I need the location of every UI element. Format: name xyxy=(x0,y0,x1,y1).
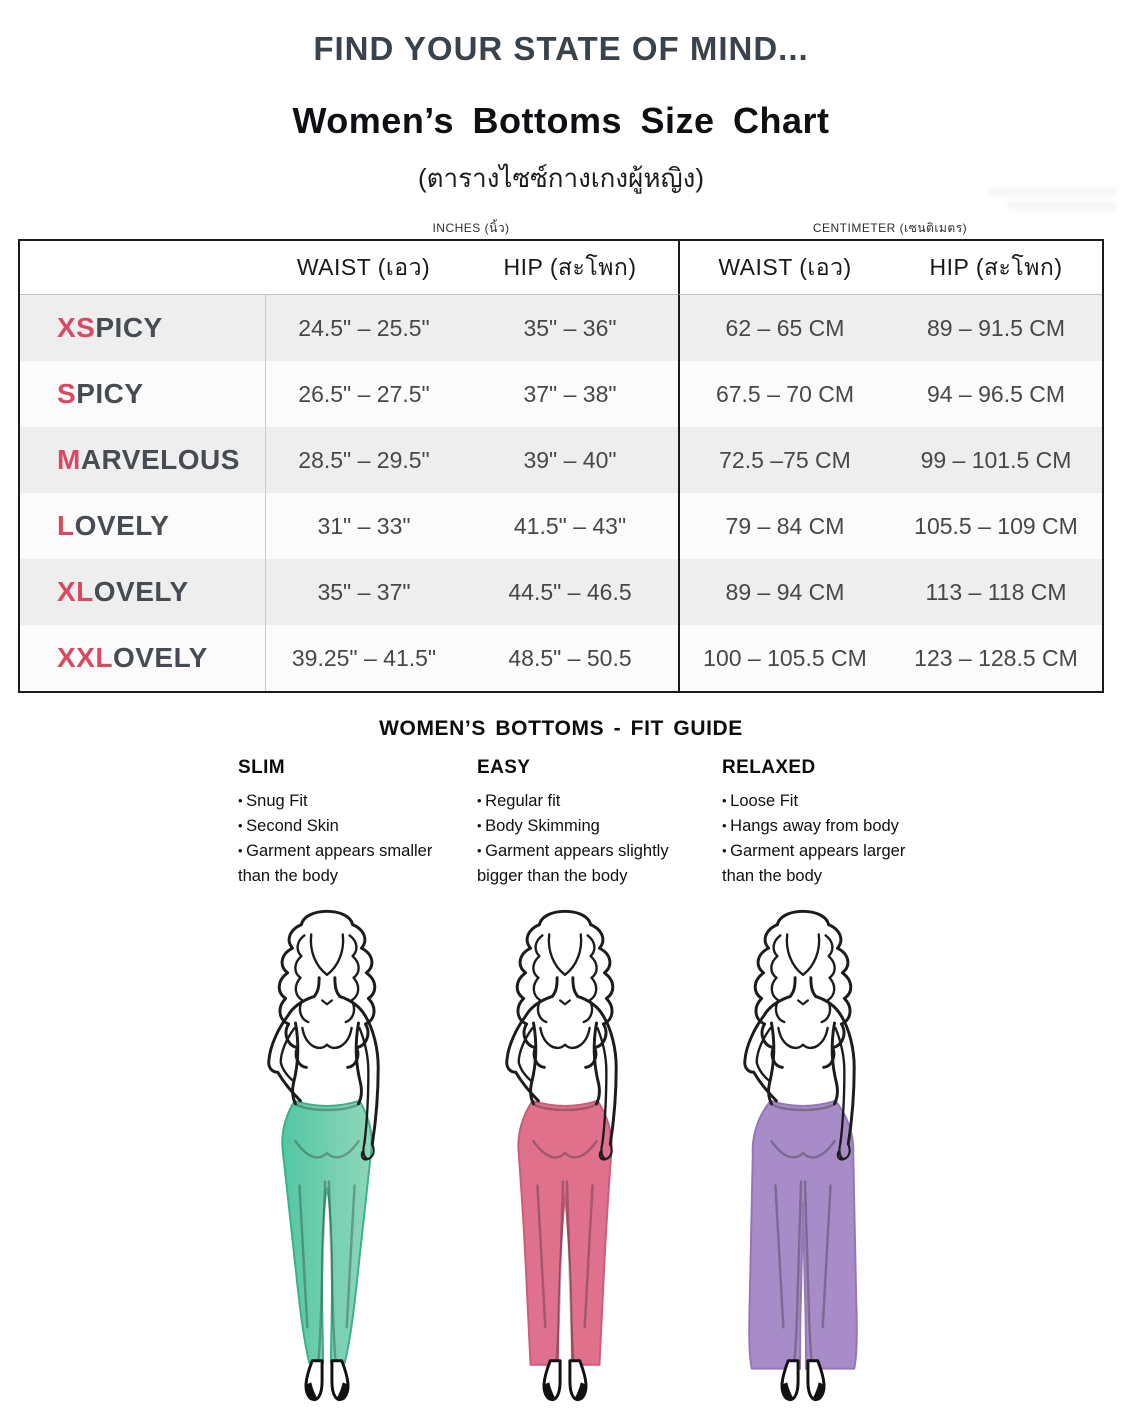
fit-guide-columns xyxy=(238,757,1122,888)
fit-column-slim xyxy=(238,757,477,888)
page-title: FIND YOUR STATE OF MIND... xyxy=(313,30,809,67)
hip-cm-value: 94 – 96.5 CM xyxy=(926,380,1066,407)
header-hip-inches: HIP (สะโพก) xyxy=(462,241,678,295)
table-row xyxy=(20,493,1102,559)
hip-cm-value: 99 – 101.5 CM xyxy=(920,446,1072,473)
feet xyxy=(306,1361,348,1400)
fit-figure-slim xyxy=(232,898,422,1410)
size-name: XL OVELY xyxy=(57,576,189,607)
hip-inches-value: 35" – 36" xyxy=(523,314,617,341)
hip-cm-value: 123 – 128.5 CM xyxy=(914,644,1078,671)
fit-item: • Loose Fit xyxy=(722,789,947,814)
table-header-row xyxy=(20,241,1102,295)
fit-figure-easy xyxy=(470,898,660,1410)
fit-heading: EASY xyxy=(477,757,531,778)
table-row xyxy=(20,295,1102,361)
waist-cm-value: 100 – 105.5 CM xyxy=(678,625,890,691)
fit-figure-relaxed xyxy=(708,898,898,1410)
hip-cm-value: 89 – 91.5 CM xyxy=(926,314,1066,341)
header-hip-cm: HIP (สะโพก) xyxy=(890,241,1102,295)
page-subtitle: Women’s Bottoms Size Chart xyxy=(292,100,830,141)
fit-item: • Garment appears smaller than the body xyxy=(238,839,477,888)
hip-cm-value: 105.5 – 109 CM xyxy=(914,512,1078,539)
hip-inches-value: 41.5" – 43" xyxy=(513,512,627,539)
waist-cm-value: 89 – 94 CM xyxy=(678,559,890,625)
header xyxy=(0,0,1122,199)
fit-item: • Hangs away from body xyxy=(722,814,947,839)
feet xyxy=(782,1361,824,1400)
header-waist-inches: WAIST (เอว) xyxy=(265,241,462,295)
pants-shape-easy xyxy=(518,1101,611,1365)
size-name: S PICY xyxy=(57,378,144,409)
size-name: XS PICY xyxy=(57,312,163,343)
fit-column-relaxed xyxy=(722,757,947,888)
fit-item: • Body Skimming xyxy=(477,814,722,839)
fit-item: • Garment appears larger than the body xyxy=(722,839,947,888)
hip-inches-value: 44.5" – 46.5 xyxy=(508,578,632,605)
waist-inches-value: 31" – 33" xyxy=(265,493,462,559)
size-name: L OVELY xyxy=(57,510,170,541)
faint-watermark xyxy=(988,182,1116,222)
page-subtitle-thai: (ตารางไซซ์กางเกงผู้หญิง) xyxy=(417,163,704,193)
waist-cm-value: 72.5 –75 CM xyxy=(678,427,890,493)
size-name: M ARVELOUS xyxy=(57,444,240,475)
waist-inches-value: 39.25" – 41.5" xyxy=(265,625,462,691)
feet xyxy=(544,1361,586,1400)
size-table xyxy=(18,239,1104,693)
table-row xyxy=(20,559,1102,625)
fit-heading: SLIM xyxy=(238,757,285,778)
fit-figures xyxy=(232,898,1122,1410)
fit-item: • Second Skin xyxy=(238,814,477,839)
waist-inches-value: 28.5" – 29.5" xyxy=(265,427,462,493)
waist-cm-value: 62 – 65 CM xyxy=(678,295,890,361)
hip-inches-value: 48.5" – 50.5 xyxy=(508,644,632,671)
hip-inches-value: 37" – 38" xyxy=(523,380,617,407)
fit-item: • Regular fit xyxy=(477,789,722,814)
waist-inches-value: 26.5" – 27.5" xyxy=(265,361,462,427)
size-name: XXL OVELY xyxy=(57,642,208,673)
fit-column-easy xyxy=(477,757,722,888)
table-row xyxy=(20,427,1102,493)
header-size-cell xyxy=(20,241,265,295)
unit-labels xyxy=(18,219,1104,237)
fit-item: • Snug Fit xyxy=(238,789,477,814)
waist-inches-value: 24.5" – 25.5" xyxy=(265,295,462,361)
centimeter-unit-label: CENTIMETER (เซนติเมตร) xyxy=(812,221,968,235)
waist-cm-value: 67.5 – 70 CM xyxy=(678,361,890,427)
hip-cm-value: 113 – 118 CM xyxy=(925,578,1067,605)
table-row xyxy=(20,361,1102,427)
header-waist-cm: WAIST (เอว) xyxy=(678,241,890,295)
fit-heading: RELAXED xyxy=(722,757,816,778)
fit-guide-title: WOMEN’S BOTTOMS - FIT GUIDE xyxy=(379,717,743,740)
table-row xyxy=(20,625,1102,691)
inches-unit-label: INCHES (นิ้ว) xyxy=(432,221,510,235)
fit-item: • Garment appears slightly bigger than the body xyxy=(477,839,722,888)
waist-inches-value: 35" – 37" xyxy=(265,559,462,625)
hip-inches-value: 39" – 40" xyxy=(523,446,617,473)
waist-cm-value: 79 – 84 CM xyxy=(678,493,890,559)
